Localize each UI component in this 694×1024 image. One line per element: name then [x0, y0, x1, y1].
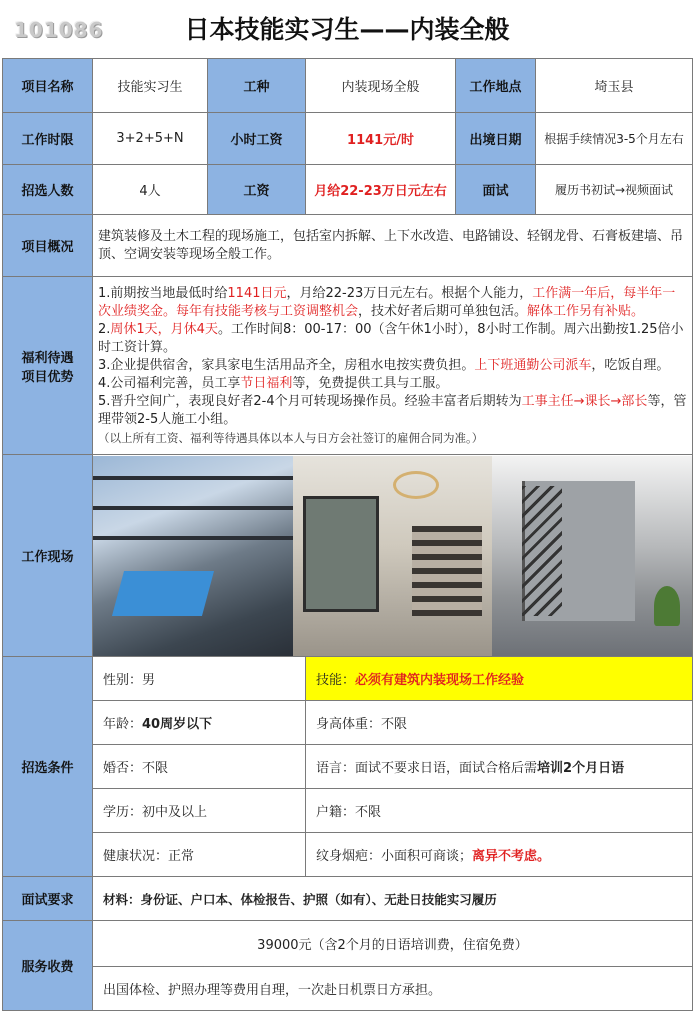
hukou-value: 不限 — [355, 805, 382, 820]
table-row — [3, 455, 693, 657]
salary-value: 月给22-23万日元左右 — [306, 165, 456, 215]
salary-label: 工资 — [208, 165, 306, 215]
welfare-text: 2. — [98, 321, 111, 337]
welfare-item-2 — [98, 321, 687, 357]
interview-method-value: 履历书初试→视频面试 — [536, 165, 693, 215]
table-row — [3, 657, 693, 701]
interview-req-label: 面试要求 — [3, 877, 93, 921]
body-label: 身高体重： — [316, 717, 382, 732]
table-row — [3, 113, 693, 165]
language-cell — [306, 745, 693, 789]
language-label: 语言： — [316, 761, 356, 776]
table-row — [3, 833, 693, 877]
health-value: 正常 — [168, 849, 195, 864]
welfare-note: （以上所有工资、福利等待遇具体以本人与日方会社签订的雇佣合同为准。） — [98, 430, 484, 445]
table-row — [3, 967, 693, 1011]
welfare-highlight: 工作满一年后，每半年一次业绩奖金。每年有技能考核与工资调整机会 — [98, 285, 676, 319]
tattoo-label: 纹身烟疤： — [316, 849, 382, 864]
welfare-label-line1: 福利待遇 — [21, 350, 74, 366]
poster-header — [0, 0, 694, 58]
welfare-highlight: 上下班通勤公司派车 — [474, 357, 592, 373]
hukou-cell — [306, 789, 693, 833]
tattoo-cell — [306, 833, 693, 877]
headcount-label: 招选人数 — [3, 165, 93, 215]
work-site-photos — [93, 455, 693, 657]
site-photo-building — [492, 456, 692, 656]
table-row — [3, 921, 693, 967]
language-value: 面试不要求日语，面试合格后需 — [355, 761, 538, 776]
departure-date-value: 根据手续情况3-5个月左右 — [536, 113, 693, 165]
welfare-text: 5.晋升空间广，表现良好者2-4个月可转现场操作员。经验丰富者后期转为 — [98, 393, 522, 409]
table-row — [3, 277, 693, 455]
skill-cell — [306, 657, 693, 701]
welfare-label — [3, 277, 93, 455]
headcount-value: 4人 — [93, 165, 208, 215]
health-cell — [93, 833, 306, 877]
welfare-item-5 — [98, 393, 687, 429]
health-label: 健康状况： — [103, 849, 169, 864]
photo-strip — [93, 456, 692, 656]
welfare-item-4 — [98, 375, 687, 393]
work-location-value: 埼玉县 — [536, 59, 693, 113]
fee-label: 服务收费 — [3, 921, 93, 1011]
work-term-value: 3+2+5+N — [93, 113, 208, 165]
welfare-text: ，月给22-23万日元左右。根据个人能力， — [286, 285, 533, 301]
divorce-note: 离异不考虑。 — [472, 849, 551, 864]
gender-cell — [93, 657, 306, 701]
welfare-text: 等，免费提供工具与工服。 — [292, 375, 449, 391]
site-photo-glass-roof — [93, 456, 293, 656]
gender-value: 男 — [142, 673, 156, 688]
welfare-label-line2: 项目优势 — [21, 369, 74, 385]
table-row — [3, 789, 693, 833]
table-row — [3, 701, 693, 745]
table-row — [3, 877, 693, 921]
welfare-highlight: 工事主任→课长→部长 — [521, 393, 648, 409]
marriage-label: 婚否： — [103, 761, 143, 776]
overview-label: 项目概况 — [3, 215, 93, 277]
welfare-text: 1.前期按当地最低时给 — [98, 285, 228, 301]
education-cell — [93, 789, 306, 833]
gender-label: 性别： — [103, 673, 143, 688]
body-cell — [306, 701, 693, 745]
welfare-text: 4.公司福利完善，员工享 — [98, 375, 241, 391]
body-value: 不限 — [381, 717, 408, 732]
welfare-highlight: 解体工作另有补贴。 — [527, 303, 645, 319]
interview-req-text: 材料：身份证、户口本、体检报告、护照（如有）、无赴日技能实习履历 — [93, 877, 693, 921]
work-term-label: 工作时限 — [3, 113, 93, 165]
conditions-label: 招选条件 — [3, 657, 93, 877]
skill-value: 必须有建筑内装现场工作经验 — [355, 673, 525, 688]
language-training: 培训2个月日语 — [537, 761, 625, 776]
work-site-label: 工作现场 — [3, 455, 93, 657]
job-code: 101086 — [14, 18, 104, 42]
fee-note: 出国体检、护照办理等费用自理，一次赴日机票日方承担。 — [93, 967, 693, 1011]
interview-method-label: 面试 — [456, 165, 536, 215]
poster-title: 日本技能实习生——内装全般 — [184, 15, 510, 44]
education-value: 初中及以上 — [142, 805, 208, 820]
welfare-item-1 — [98, 285, 687, 321]
work-location-label: 工作地点 — [456, 59, 536, 113]
welfare-text: 。工作时间8：00-17：00（含午休1小时），8小时工作制。周六出勤按1.25倍小时工资计算。 — [98, 321, 684, 355]
table-row — [3, 745, 693, 789]
table-row — [3, 165, 693, 215]
departure-date-label: 出境日期 — [456, 113, 536, 165]
table-row — [3, 215, 693, 277]
age-label: 年龄： — [103, 717, 143, 732]
overview-text: 建筑装修及土木工程的现场施工，包括室内拆解、上下水改造、电路铺设、轻钢龙骨、石膏板建墙、吊顶、空调安装等现场全般工作。 — [93, 215, 693, 277]
job-info-table — [2, 58, 693, 1011]
marriage-cell — [93, 745, 306, 789]
welfare-text: ，吃饭自理。 — [591, 357, 670, 373]
age-cell — [93, 701, 306, 745]
welfare-highlight: 周休1天，月休4天 — [110, 321, 218, 337]
welfare-highlight: 1141日元 — [227, 285, 287, 301]
job-type-label: 工种 — [208, 59, 306, 113]
age-value: 40周岁以下 — [142, 717, 213, 732]
tattoo-value: 小面积可商谈； — [381, 849, 473, 864]
hukou-label: 户籍： — [316, 805, 356, 820]
marriage-value: 不限 — [142, 761, 169, 776]
skill-label: 技能： — [316, 673, 356, 688]
site-photo-interior — [293, 456, 493, 656]
table-row — [3, 59, 693, 113]
welfare-text: 3.企业提供宿舍，家具家电生活用品齐全，房租水电按实费负担。 — [98, 357, 475, 373]
job-type-value: 内装现场全般 — [306, 59, 456, 113]
hourly-wage-label: 小时工资 — [208, 113, 306, 165]
welfare-item-3 — [98, 357, 687, 375]
welfare-highlight: 节日福利 — [240, 375, 293, 391]
welfare-text: 等，管理带领2-5人施工小组。 — [98, 393, 687, 427]
welfare-text: ，技术好者后期可单独包活。 — [358, 303, 528, 319]
welfare-details — [93, 277, 693, 455]
fee-amount: 39000元（含2个月的日语培训费，住宿免费） — [93, 921, 693, 967]
education-label: 学历： — [103, 805, 143, 820]
project-name-value: 技能实习生 — [93, 59, 208, 113]
project-name-label: 项目名称 — [3, 59, 93, 113]
hourly-wage-value: 1141元/时 — [306, 113, 456, 165]
